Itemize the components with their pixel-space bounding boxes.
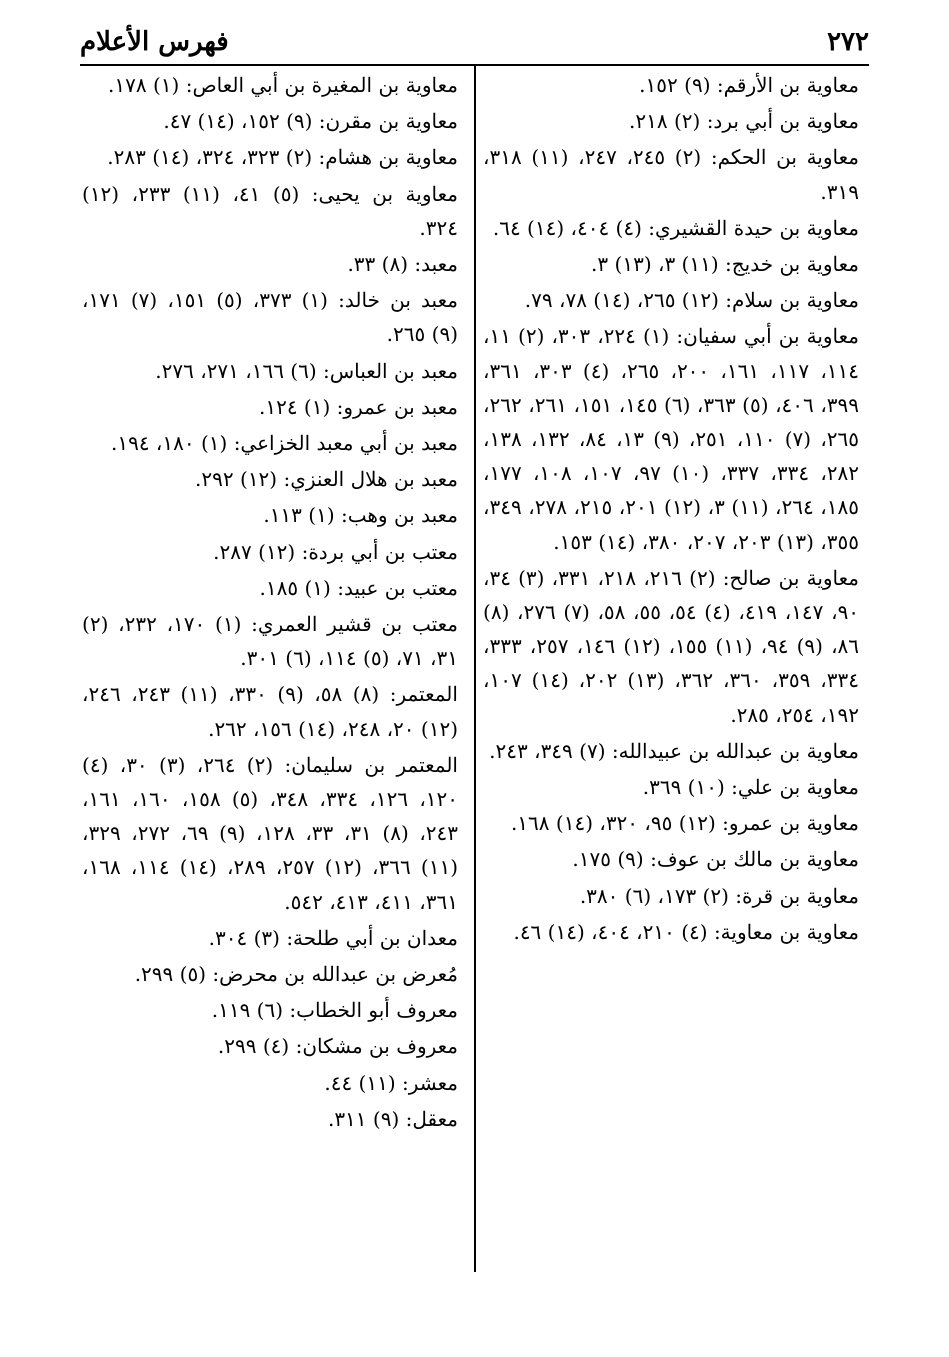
index-entry: معاوية بن المغيرة بن أبي العاص: (١) ١٧٨. (108, 73, 458, 97)
index-entry: معبد بن هلال العنزي: (١٢) ٢٩٢. (195, 467, 458, 492)
index-entry: معدان بن أبي طلحة: (٣) ٣٠٤. (208, 925, 458, 950)
left-column (82, 68, 458, 1136)
index-entry: معاوية بن أبي برد: (٢) ٢١٨. (629, 109, 859, 134)
index-entry: معاوية بن الحكم: (٢) ٢٤٥، ٢٤٧، (١١) ٣١٨، ٣١٩. (483, 145, 859, 204)
running-title: فهرس الأعلام (80, 27, 229, 57)
index-entry: معاوية بن مالك بن عوف: (٩) ١٧٥. (572, 847, 859, 872)
index-entry: المعتمر بن سليمان: (٢) ٢٦٤، (٣) ٣٠، (٤) ١٢٠، ١٢٦، ٣٣٤، ٣٤٨، (٥) ١٥٨، ١٦٠، ١٦١، ٢٤٣، (٨) ٣١، ٣٣، ١٢٨، (٩) ٦٩، ٢٧٢، ٣٢٩، (١١) ٣٦٦، (١٢) ٢٥٧، ٢٨٩، (١٤) ١١٤، ١٦٨، ٣٦١، ٤١١، ٤١٣، ٥٤٢. (82, 752, 459, 914)
index-entry: معاوية بن صالح: (٢) ٢١٦، ٢١٨، ٣٣١، (٣) ٣٤، ٩٠، ١٤٧، ٤١٩، (٤) ٥٤، ٥٥، ٥٨، (٧) ٢٧٦، (٨) ٨٦، (٩) ٩٤، (١١) ١٥٥، (١٢) ١٤٦، ٢٥٧، ٣٣٣، ٣٣٤، ٣٥٩، ٣٦٠، ٣٦٢، (١٣) ٢٠٢، (١٤) ١٠٧، ١٩٢، ٢٥٤، ٢٨٥. (483, 565, 860, 727)
index-entry: معبد بن خالد: (١) ٣٧٣، (٥) ١٥١، (٧) ١٧١، (٩) ٢٦٥. (82, 288, 458, 347)
column-divider (474, 66, 476, 1272)
index-entry: معتب بن قشير العمري: (١) ١٧٠، ٢٣٢، (٢) ٣١، ٧١، (٥) ١١٤، (٦) ٣٠١. (82, 612, 458, 671)
index-entry: المعتمر: (٨) ٥٨، (٩) ٣٣٠، (١١) ٢٤٣، ٢٤٦، (١٢) ٢٠، ٢٤٨، (١٤) ١٥٦، ٢٦٢. (82, 682, 458, 741)
index-entry: معتب بن عبيد: (١) ١٨٥. (259, 575, 458, 600)
index-entry: معاوية بن مقرن: (٩) ١٥٢، (١٤) ٤٧. (163, 109, 458, 134)
index-entry: معتب بن أبي بردة: (١٢) ٢٨٧. (213, 539, 458, 564)
index-entry: معبد بن عمرو: (١) ١٢٤. (258, 394, 458, 419)
index-entry: معاوية بن قرة: (٢) ١٧٣، (٦) ٣٨٠. (579, 883, 859, 908)
index-entry: معاوية بن عبدالله بن عبيدالله: (٧) ٣٤٩، ٢٤٣. (489, 738, 859, 763)
index-entry: معروف أبو الخطاب: (٦) ١١٩. (211, 998, 458, 1023)
index-entry: معاوية بن علي: (١٠) ٣٦٩. (642, 775, 859, 800)
index-entry: معاوية بن هشام: (٢) ٣٢٣، ٣٢٤، (١٤) ٢٨٣. (107, 145, 458, 170)
index-entry: معاوية بن معاوية: (٤) ٢١٠، ٤٠٤، (١٤) ٤٦. (513, 919, 859, 944)
right-column (483, 68, 859, 949)
index-entry: معبد بن العباس: (٦) ١٦٦، ٢٧١، ٢٧٦. (155, 358, 458, 383)
index-entry: مُعرض بن عبدالله بن محرض: (٥) ٢٩٩. (134, 962, 458, 987)
index-entry: معاوية بن خديج: (١١) ٣، (١٣) ٣. (591, 252, 859, 277)
index-entry: معقل: (٩) ٣١١. (327, 1106, 458, 1131)
index-entry: معاوية بن يحيى: (٥) ٤١، (١١) ٢٣٣، (١٢) ٣٢٤. (82, 181, 458, 240)
index-entry: معروف بن مشكان: (٤) ٢٩٩. (217, 1034, 458, 1059)
page-header (80, 20, 869, 64)
index-entry: معاوية بن عمرو: (١٢) ٩٥، ٣٢٠، (١٤) ١٦٨. (510, 811, 859, 836)
index-entry: معبد بن وهب: (١) ١١٣. (263, 503, 458, 528)
index-entry: معشر: (١١) ٤٤. (324, 1070, 458, 1095)
index-entry: معبد: (٨) ٣٣. (347, 252, 458, 277)
index-entry: معبد بن أبي معبد الخزاعي: (١) ١٨٠، ١٩٤. (110, 431, 458, 456)
index-entry: معاوية بن الأرقم: (٩) ١٥٢. (639, 73, 859, 97)
index-entry: معاوية بن أبي سفيان: (١) ٢٢٤، ٣٠٣، (٢) ١١، ١١٤، ١١٧، ١٦١، ٢٠٠، ٢٦٥، (٤) ٣٠٣، ٣٦١، ٣٩٩، ٤٠٦، (٥) ٣٦٣، (٦) ١٤٥، ١٥١، ٢٦١، ٢٦٢، ٢٦٥، (٧) ١١٠، ٢٥١، (٩) ١٣، ٨٤، ١٣٢، ١٣٨، ٢٨٢، ٣٣٤، ٣٣٧، (١٠) ٩٧، ١٠٧، ١٠٨، ١٧٧، ١٨٥، ٢٦٤، (١١) ٣، (١٢) ٢٠١، ٢١٥، ٢٧٨، ٣٤٩، ٣٥٥، (١٣) ٢٠٣، ٢٠٧، ٣٨٠، (١٤) ١٥٣. (483, 324, 860, 554)
index-entry: معاوية بن حيدة القشيري: (٤) ٤٠٤، (١٤) ٦٤. (492, 215, 859, 240)
page-number: ٢٧٢ (827, 27, 869, 57)
index-entry: معاوية بن سلام: (١٢) ٢٦٥، (١٤) ٧٨، ٧٩. (524, 288, 859, 313)
